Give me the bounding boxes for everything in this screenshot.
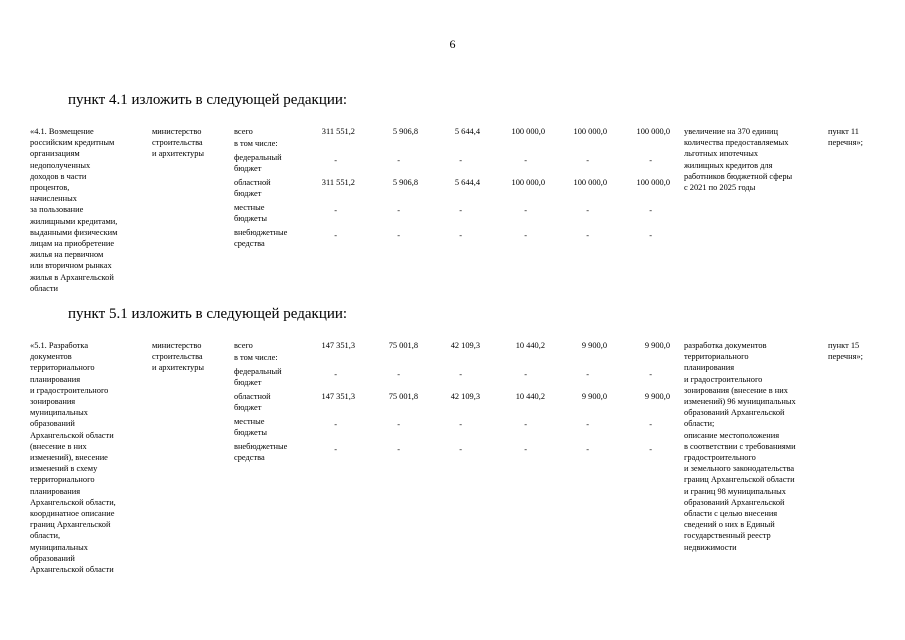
measure-name-line: зонирования [30,397,76,407]
source-label-line: внебюджетные [234,228,288,237]
amount-cell: - [459,420,462,429]
amount-cell: - [397,445,400,454]
source-label-line: местные [234,203,265,212]
source-label-line: бюджет [234,378,262,388]
source-label-line: местные [234,417,265,426]
measure-name-line: российским кредитным [30,138,115,148]
amount-cell: 5 906,8 [392,127,418,136]
expected-result-line: льготных ипотечных [684,149,759,159]
amount-cell: - [586,231,589,240]
amount-cell: - [649,156,652,165]
measure-name [30,126,117,294]
source-label-line: федеральный [234,153,282,162]
executor [152,126,204,160]
measure-name-line: Архангельской области, [30,497,116,507]
amount-cell: - [334,206,337,215]
section-5-1-heading: пункт 5.1 изложить в следующей редакции: [68,306,348,322]
amount-cell: 147 351,3 [321,392,355,401]
expected-result-line: увеличение на 370 единиц [684,127,778,136]
amount-cell: 100 000,0 [511,127,545,136]
expected-result-line: с 2021 по 2025 годы [684,183,756,193]
measure-name-line: организациям [30,149,80,159]
expected-result-line: области; [684,419,715,429]
source-label [234,202,267,224]
amount-cell: - [397,420,400,429]
expected-result-line: области с целью внесения [684,509,778,519]
amount-cell: - [397,206,400,215]
expected-result-line: планирования [684,363,735,373]
section-4-1-heading: пункт 4.1 изложить в следующей редакции: [68,92,348,108]
executor-line: министерство [152,127,202,136]
source-label [234,340,253,351]
amount-cell: - [459,445,462,454]
expected-result-line: разработка документов [684,341,767,350]
source-label-line: средства [234,239,265,249]
amount-cell: - [649,445,652,454]
source-label [234,177,271,199]
expected-result [684,340,796,553]
expected-result-line: границ Архангельской области [684,475,795,485]
source-label-line: всего [234,127,253,136]
reference-line: перечня»; [828,352,863,362]
amount-cell: 100 000,0 [636,178,670,187]
amount-cell: 75 001,8 [388,392,418,401]
source-label-line: областной [234,178,271,187]
source-label-line: в том числе: [234,139,278,148]
measure-name-line: жилищными кредитами, [30,216,118,226]
amount-cell: - [649,206,652,215]
amount-cell: - [397,231,400,240]
measure-name-line: области, [30,531,61,541]
reference-line: пункт 15 [828,341,860,350]
measure-name-line: изменений в схему [30,464,98,474]
measure-name-line: или вторичном рынках [30,261,112,271]
amount-cell: - [334,370,337,379]
amount-cell: - [459,156,462,165]
source-label-line: всего [234,341,253,350]
expected-result-line: количества предоставляемых [684,138,789,148]
measure-name-line: жилья на первичном [30,250,104,260]
reference-line: перечня»; [828,138,863,148]
executor-line: строительства [152,138,203,148]
measure-name-line: «5.1. Разработка [30,341,89,350]
expected-result-line: сведений о них в Единый [684,520,775,530]
measure-name-line: «4.1. Возмещение [30,127,94,136]
expected-result-line: изменений) 96 муниципальных [684,397,796,407]
amount-cell: 5 906,8 [392,178,418,187]
expected-result-line: и границ 98 муниципальных [684,486,786,496]
amount-cell: 5 644,4 [454,127,480,136]
amount-cell: - [586,420,589,429]
amount-cell: - [397,156,400,165]
executor-line: и архитектуры [152,363,205,373]
amount-cell: - [649,231,652,240]
expected-result-line: территориального [684,352,749,362]
source-label [234,126,253,137]
measure-name-line: жилья в Архангельской [30,272,114,282]
amount-cell: - [586,206,589,215]
amount-cell: - [524,206,527,215]
measure-name-line: документов [30,352,72,362]
measure-name-line: области [30,283,58,293]
source-label-line: областной [234,392,271,401]
source-label-line: федеральный [234,367,282,376]
measure-name-line: и градостроительного [30,385,109,395]
source-label [234,416,267,438]
measure-name-line: начисленных [30,194,77,204]
amount-cell: 147 351,3 [321,341,355,350]
source-label-line: в том числе: [234,353,278,362]
measure-name-line: недополученных [30,160,91,170]
measure-name-line: территориального [30,363,95,373]
amount-cell: - [334,420,337,429]
source-label-line: бюджеты [234,214,268,224]
measure-name-line: (внесение в них [30,441,87,451]
expected-result-line: зонирования (внесение в них [684,385,788,395]
page-number: 6 [449,37,456,51]
expected-result-line: и градостроительного [684,374,763,384]
amount-cell: - [586,156,589,165]
amount-cell: 311 551,2 [321,178,355,187]
measure-name-line: планирования [30,374,81,384]
expected-result-line: в соответствии с требованиями [684,441,796,451]
amount-cell: - [524,156,527,165]
measure-name-line: границ Архангельской [30,520,111,530]
amount-cell: - [459,370,462,379]
amount-cell: 75 001,8 [388,341,418,350]
source-label-line: средства [234,453,265,463]
measure-name-line: территориального [30,475,95,485]
amount-cell: - [334,445,337,454]
measure-name-line: Архангельской области [30,430,114,440]
source-label-line: бюджет [234,189,262,199]
executor-line: министерство [152,341,202,350]
expected-result-line: государственный реестр [684,531,771,541]
amount-cell: 9 900,0 [644,341,670,350]
executor [152,340,204,374]
measure-name-line: за пользование [30,205,84,215]
measure-name [30,340,116,575]
amount-cell: - [649,370,652,379]
amount-cell: 42 109,3 [450,392,480,401]
amount-cell: 100 000,0 [636,127,670,136]
source-label-line: внебюджетные [234,442,288,451]
amount-cell: - [459,231,462,240]
executor-line: и архитектуры [152,149,205,159]
expected-result-line: описание местоположения [684,430,780,440]
amount-cell: - [397,370,400,379]
expected-result-line: и земельного законодательства [684,464,795,474]
amount-cell: 311 551,2 [321,127,355,136]
source-label [234,138,278,149]
measure-name-line: образований [30,553,75,563]
amount-cell: 42 109,3 [450,341,480,350]
amount-cell: 10 440,2 [515,392,545,401]
amount-cell: - [586,370,589,379]
source-label-line: бюджеты [234,428,268,438]
amount-cell: 10 440,2 [515,341,545,350]
measure-name-line: процентов, [30,183,70,193]
measure-name-line: Архангельской области [30,565,114,575]
expected-result-line: жилищных кредитов для [684,160,773,170]
amount-cell: - [524,420,527,429]
amount-cell: - [334,231,337,240]
measure-name-line: планирования [30,486,81,496]
amount-cell: 100 000,0 [573,178,607,187]
measure-name-line: образований [30,419,75,429]
source-label-line: бюджет [234,164,262,174]
measure-name-line: муниципальных [30,542,88,552]
measure-name-line: муниципальных [30,408,88,418]
source-label [234,391,271,413]
amount-cell: 100 000,0 [511,178,545,187]
reference-line: пункт 11 [828,127,859,136]
expected-result-line: образований Архангельской [684,408,785,418]
measure-name-line: изменений), внесение [30,453,108,463]
amount-cell: 9 900,0 [581,341,607,350]
amount-cell: 9 900,0 [581,392,607,401]
measure-name-line: лицам на приобретение [30,239,115,249]
executor-line: строительства [152,352,203,362]
amount-cell: - [334,156,337,165]
expected-result-line: градостроительного [684,453,756,463]
expected-result-line: недвижимости [684,542,737,552]
expected-result-line: образований Архангельской [684,497,785,507]
measure-name-line: выданными физическим [30,227,118,237]
expected-result [684,126,792,193]
source-label [234,352,278,363]
amount-cell: 100 000,0 [573,127,607,136]
amount-cell: - [586,445,589,454]
reference [828,340,863,362]
source-label-line: бюджет [234,403,262,413]
amount-cell: - [524,231,527,240]
amount-cell: 5 644,4 [454,178,480,187]
amount-cell: - [649,420,652,429]
amount-cell: - [524,370,527,379]
measure-name-line: доходов в части [30,171,87,181]
measure-name-line: координатное описание [30,509,115,519]
expected-result-line: работников бюджетной сферы [684,171,793,181]
reference [828,126,863,148]
amount-cell: - [524,445,527,454]
amount-cell: 9 900,0 [644,392,670,401]
amount-cell: - [459,206,462,215]
